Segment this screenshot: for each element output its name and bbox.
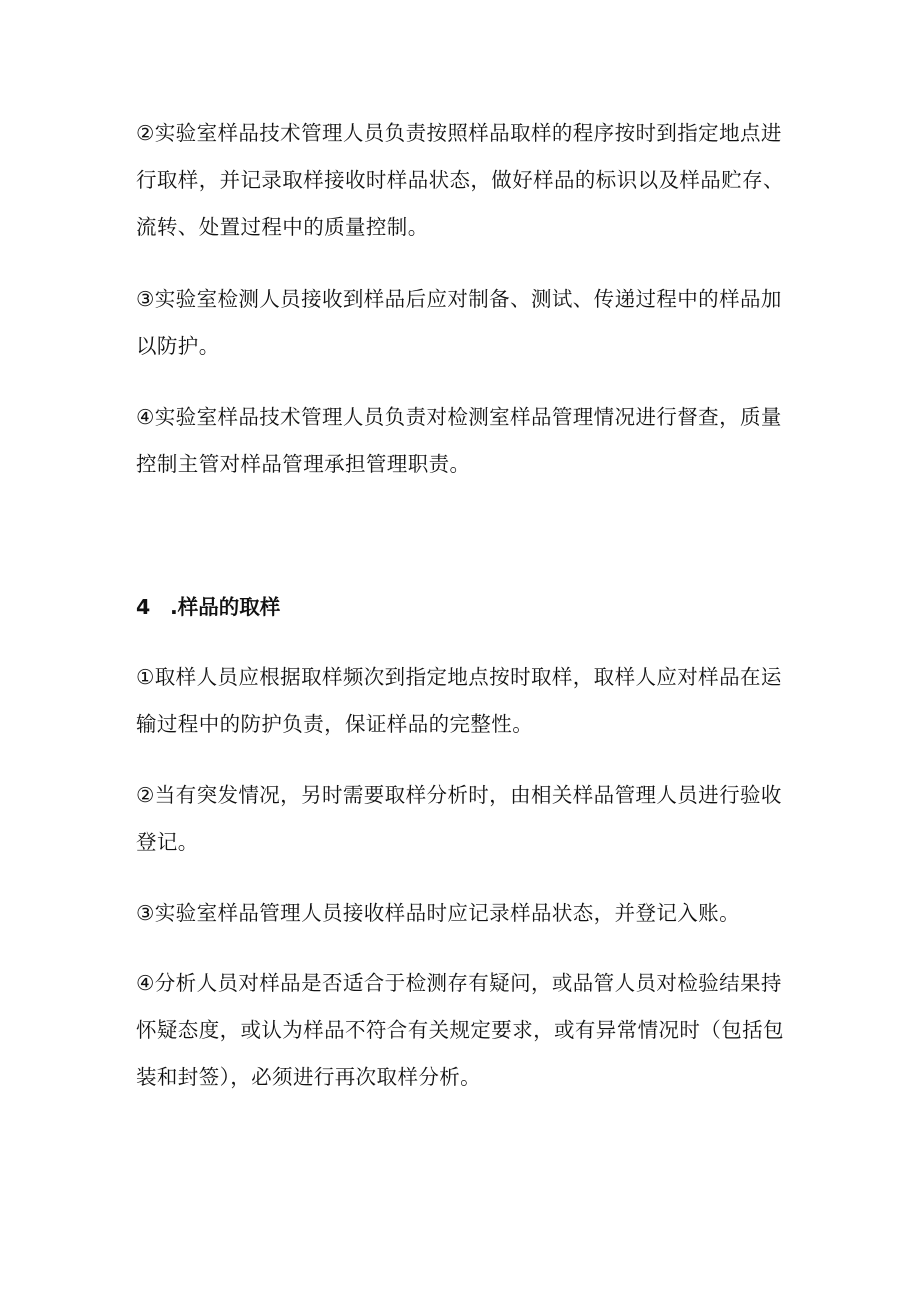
section-title: .样品的取样 bbox=[170, 595, 281, 619]
paragraph-emergency-sampling: ②当有突发情况，另时需要取样分析时，由相关样品管理人员进行验收登记。 bbox=[136, 783, 782, 854]
paragraph-resampling: ④分析人员对样品是否适合于检测存有疑问，或品管人员对检验结果持怀疑态度，或认为样品不符合有关规定要求，或有异常情况时（包括包装和封签），必须进行再次取样分析。 bbox=[136, 971, 784, 1089]
paragraph-testing-staff: ③实验室检测人员接收到样品后应对制备、测试、传递过程中的样品加以防护。 bbox=[136, 287, 782, 358]
paragraph-sampling-frequency: ①取样人员应根据取样频次到指定地点按时取样，取样人应对样品在运输过程中的防护负责，保证样品的完整性。 bbox=[136, 665, 782, 736]
section-number: 4 bbox=[136, 595, 151, 619]
paragraph-sample-tech-manager: ②实验室样品技术管理人员负责按照样品取样的程序按时到指定地点进行取样，并记录取样接收时样品状态，做好样品的标识以及样品贮存、流转、处置过程中的质量控制。 bbox=[136, 121, 784, 239]
paragraph-supervision: ④实验室样品技术管理人员负责对检测室样品管理情况进行督查，质量控制主管对样品管理承担管理职责。 bbox=[136, 405, 782, 476]
section-heading-sampling bbox=[136, 584, 280, 631]
paragraph-sample-registration: ③实验室样品管理人员接收样品时应记录样品状态，并登记入账。 bbox=[136, 901, 740, 925]
